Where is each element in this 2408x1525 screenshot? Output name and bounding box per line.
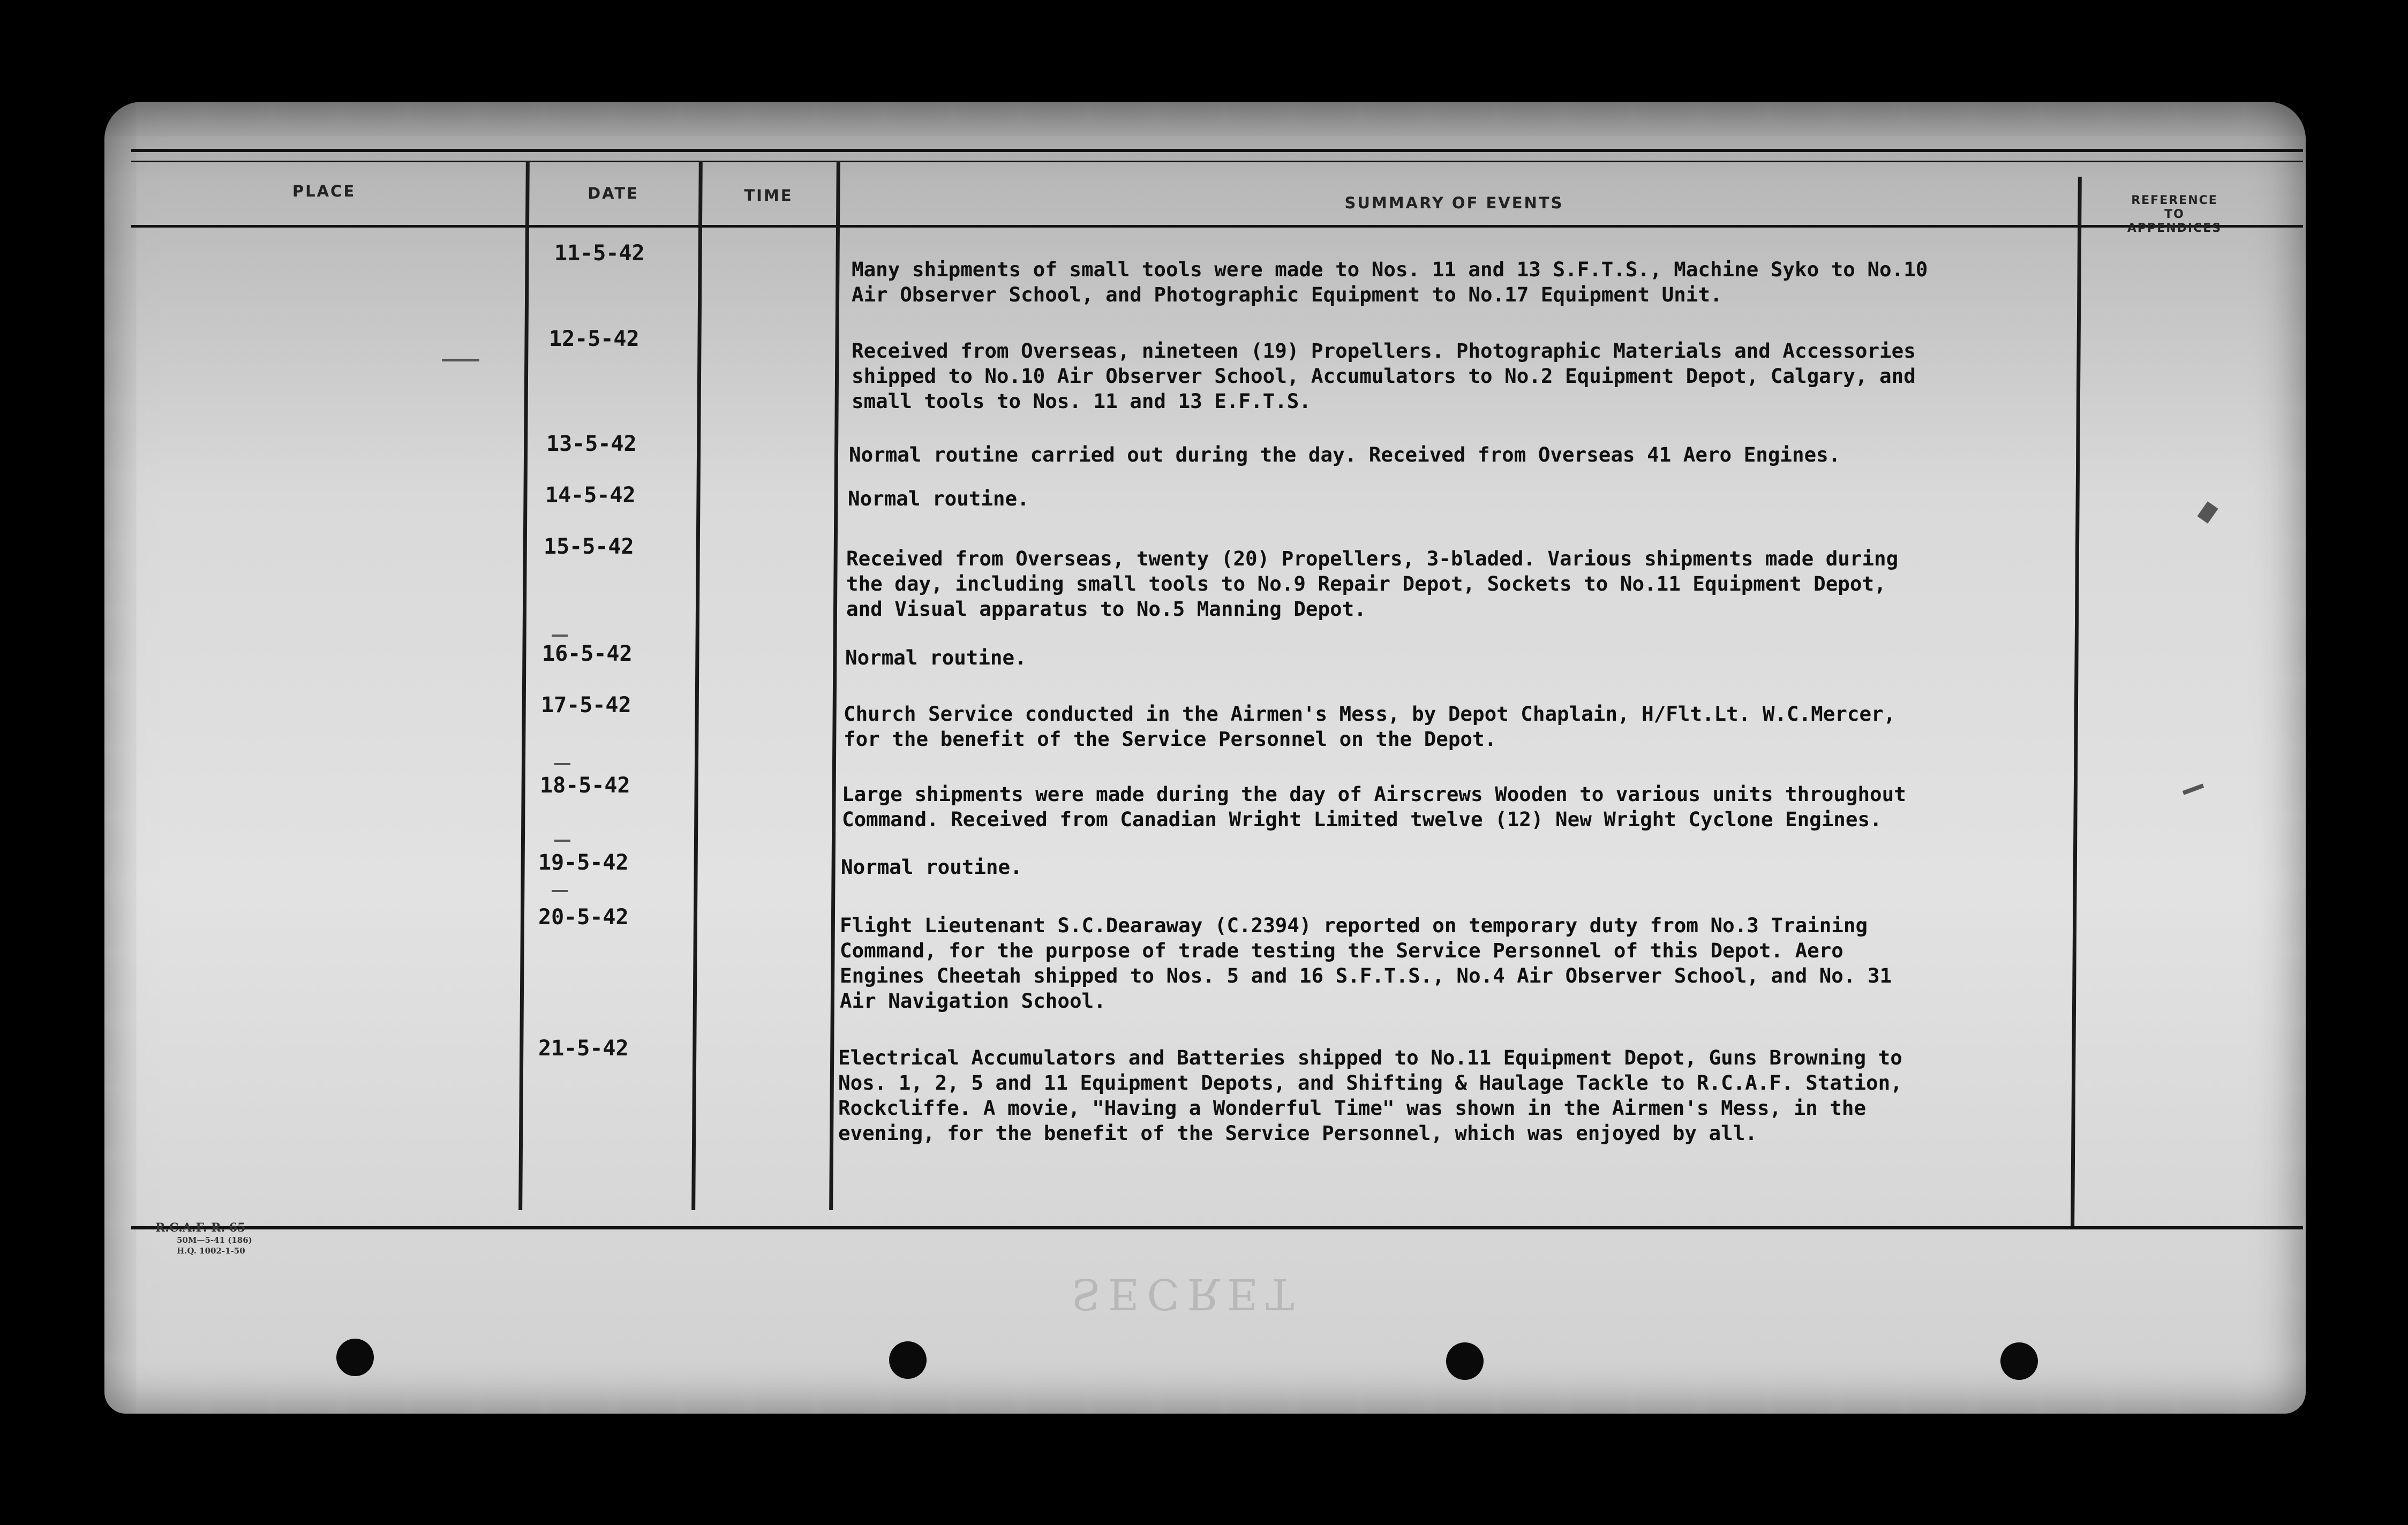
entry-date: 11-5-42 xyxy=(554,241,645,266)
entry-text: Normal routine. xyxy=(845,646,1027,669)
entry-date: 14-5-42 xyxy=(545,483,636,508)
bottom-rule xyxy=(131,1226,2303,1229)
form-code-line3: H.Q. 1002-1-50 xyxy=(177,1246,245,1256)
binder-hole xyxy=(1446,1342,1484,1380)
bleed-through-stamp: SECRET xyxy=(1071,1269,1302,1319)
entry-text: Flight Lieutenant S.C.Dearaway (C.2394) reported on temporary duty from No.3 Training Command, for the purpose of trade testing the Service Personnel of this Depot. Aero Engines Cheetah shipped to Nos. 5 and 16 S.F.T.S., No.4 Air Observer School, and No. 31 Air Navigation School. xyxy=(840,914,1892,1013)
entry-text: Normal routine carried out during the day. Received from Overseas 41 Aero Engines. xyxy=(849,443,1841,466)
pencil-mark xyxy=(442,359,479,361)
entry-date: 13-5-42 xyxy=(546,432,637,456)
pencil-mark xyxy=(554,840,570,842)
entry-date: 16-5-42 xyxy=(542,641,633,666)
entry-date: 18-5-42 xyxy=(540,773,630,798)
header-rule xyxy=(131,225,2303,228)
header-date: DATE xyxy=(588,184,639,202)
top-rule xyxy=(131,149,2303,152)
pencil-mark xyxy=(554,763,570,765)
header-time: TIME xyxy=(744,186,793,205)
form-code-line1: R.C.A.F. R. 65 xyxy=(155,1221,246,1235)
binder-hole xyxy=(2000,1342,2038,1380)
form-code-line2: 50M—5-41 (186) xyxy=(177,1235,252,1245)
entry-text: Received from Overseas, nineteen (19) Propellers. Photographic Materials and Accessories shipped to No.10 Air Observer School, Accumulators to No.2 Equipment Depot, Calgary, and small tools to Nos. 11 and 13 E.F.T.S. xyxy=(852,339,1916,413)
header-place: PLACE xyxy=(292,182,356,200)
binder-hole xyxy=(336,1339,374,1376)
form-code xyxy=(155,1221,252,1256)
header-summary: SUMMARY OF EVENTS xyxy=(1344,194,1564,212)
pencil-mark xyxy=(552,890,568,892)
entry-date: 15-5-42 xyxy=(544,534,634,559)
header-reference: REFERENCE TO APPENDICES xyxy=(2127,194,2222,235)
entry-date: 12-5-42 xyxy=(549,327,639,351)
entry-date: 20-5-42 xyxy=(538,905,629,930)
entry-date: 21-5-42 xyxy=(538,1036,629,1061)
entry-text: Received from Overseas, twenty (20) Propellers, 3-bladed. Various shipments made during the day, including small tools to No.9 Repair Depot, Sockets to No.11 Equipment Depot, and Visual apparatus to No.5 Manning Depot. xyxy=(846,547,1899,621)
entry-text: Normal routine. xyxy=(848,487,1029,510)
entry-date: 17-5-42 xyxy=(541,693,631,718)
entry-text: Many shipments of small tools were made to Nos. 11 and 13 S.F.T.S., Machine Syko to No.10 Air Observer School, and Photographic Equipment to No.17 Equipment Unit. xyxy=(852,258,1928,306)
binder-hole xyxy=(889,1341,927,1379)
top-rule-2 xyxy=(131,161,2303,162)
entry-text: Electrical Accumulators and Batteries shipped to No.11 Equipment Depot, Guns Browning to Nos. 1, 2, 5 and 11 Equipment Depots, and Shifting & Haulage Tackle to R.C.A.F. Station, Rockcliffe. A movie, "Having a Wonderful Time" was shown in the Airmen's Mess, in the evening, for the benefit of the Service Personnel, which was enjoyed by all. xyxy=(838,1046,1902,1145)
pencil-mark xyxy=(552,635,568,637)
entry-text: Church Service conducted in the Airmen's Mess, by Depot Chaplain, H/Flt.Lt. W.C.Mercer, for the benefit of the Service Personnel on the Depot. xyxy=(844,702,1896,751)
entry-text: Large shipments were made during the day of Airscrews Wooden to various units throughout Command. Received from Canadian Wright Limited twelve (12) New Wright Cyclone Engines. xyxy=(842,782,1906,831)
entry-text: Normal routine. xyxy=(841,855,1022,879)
entry-date: 19-5-42 xyxy=(538,850,629,875)
